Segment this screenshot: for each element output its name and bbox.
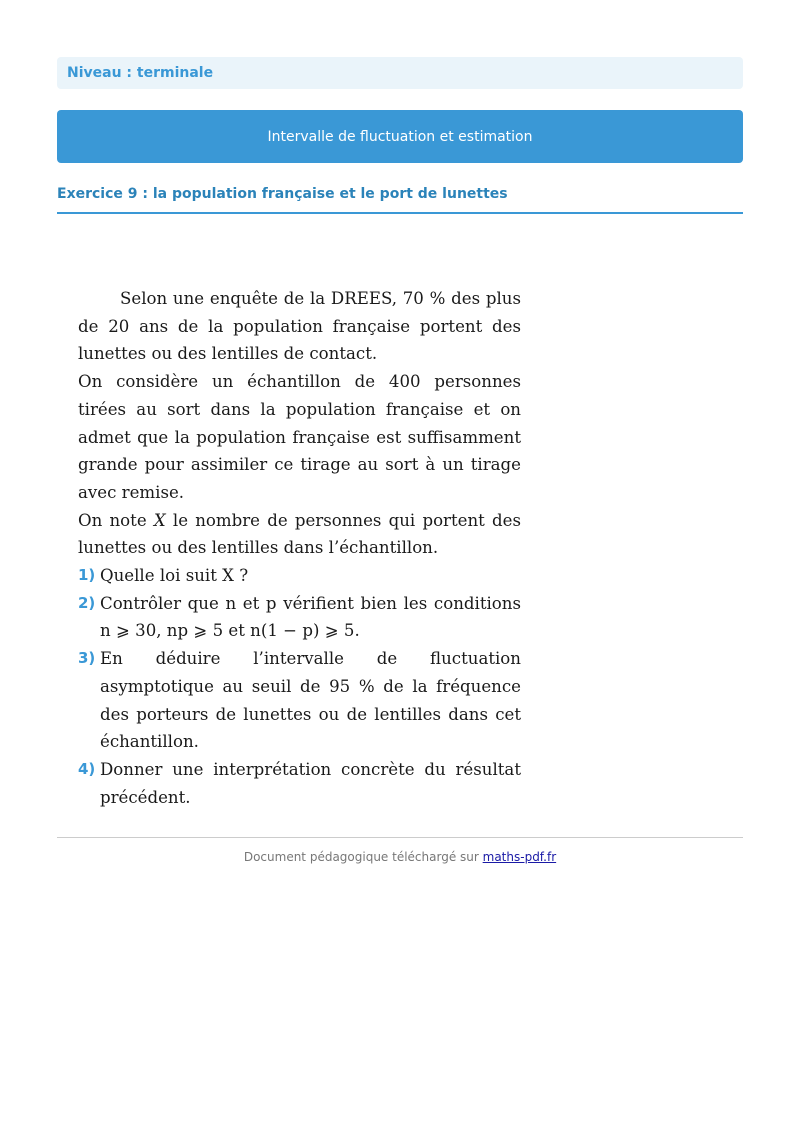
- chapter-title: Intervalle de fluctuation et estimation: [267, 128, 533, 145]
- question-text: En déduire l’intervalle de fluctuation asymptotique au seuil de 95 % de la fréquence des porteurs de lunettes ou de lentilles dans cet échantillon.: [100, 649, 521, 752]
- variable-text-after: le nombre de personnes qui portent des lunettes ou des lentilles dans l’échantillon.: [78, 510, 521, 558]
- footer-text: Document pédagogique téléchargé sur: [243, 850, 483, 864]
- level-box: [57, 57, 743, 89]
- question-item: [78, 562, 521, 590]
- variable-text-before: On note: [78, 510, 154, 530]
- chapter-banner: [57, 110, 743, 163]
- exercise-statement: [78, 285, 521, 811]
- question-text: Contrôler que n et p vérifient bien les conditions n ⩾ 30, np ⩾ 5 et n(1 − p) ⩾ 5.: [100, 593, 521, 641]
- question-number: 2): [78, 593, 96, 612]
- question-item: [78, 645, 521, 756]
- footer-divider: [57, 837, 743, 838]
- level-label: Niveau : terminale: [67, 65, 214, 81]
- question-item: [78, 756, 521, 811]
- question-number: 3): [78, 649, 96, 668]
- question-number: 4): [78, 759, 96, 778]
- variable-paragraph: [78, 507, 521, 562]
- question-text: Donner une interprétation concrète du résultat précédent.: [100, 759, 521, 807]
- variable-name: X: [153, 510, 166, 530]
- question-text: Quelle loi suit X ?: [100, 566, 249, 586]
- question-number: 1): [78, 566, 96, 585]
- exercise-title: Exercice 9 : la population française et le port de lunettes: [57, 186, 508, 202]
- intro-paragraph: Selon une enquête de la DREES, 70 % des plus de 20 ans de la population française portent des lunettes ou des lentilles de contact.: [78, 289, 521, 364]
- footer: [57, 850, 743, 864]
- sample-paragraph: On considère un échantillon de 400 personnes tirées au sort dans la population française et on admet que la population française est suffisamment grande pour assimiler ce tirage au sort à un tirage avec remise.: [78, 372, 521, 502]
- footer-link[interactable]: maths-pdf.fr: [482, 850, 557, 864]
- exercise-title-rule: [57, 212, 743, 214]
- question-item: [78, 590, 521, 645]
